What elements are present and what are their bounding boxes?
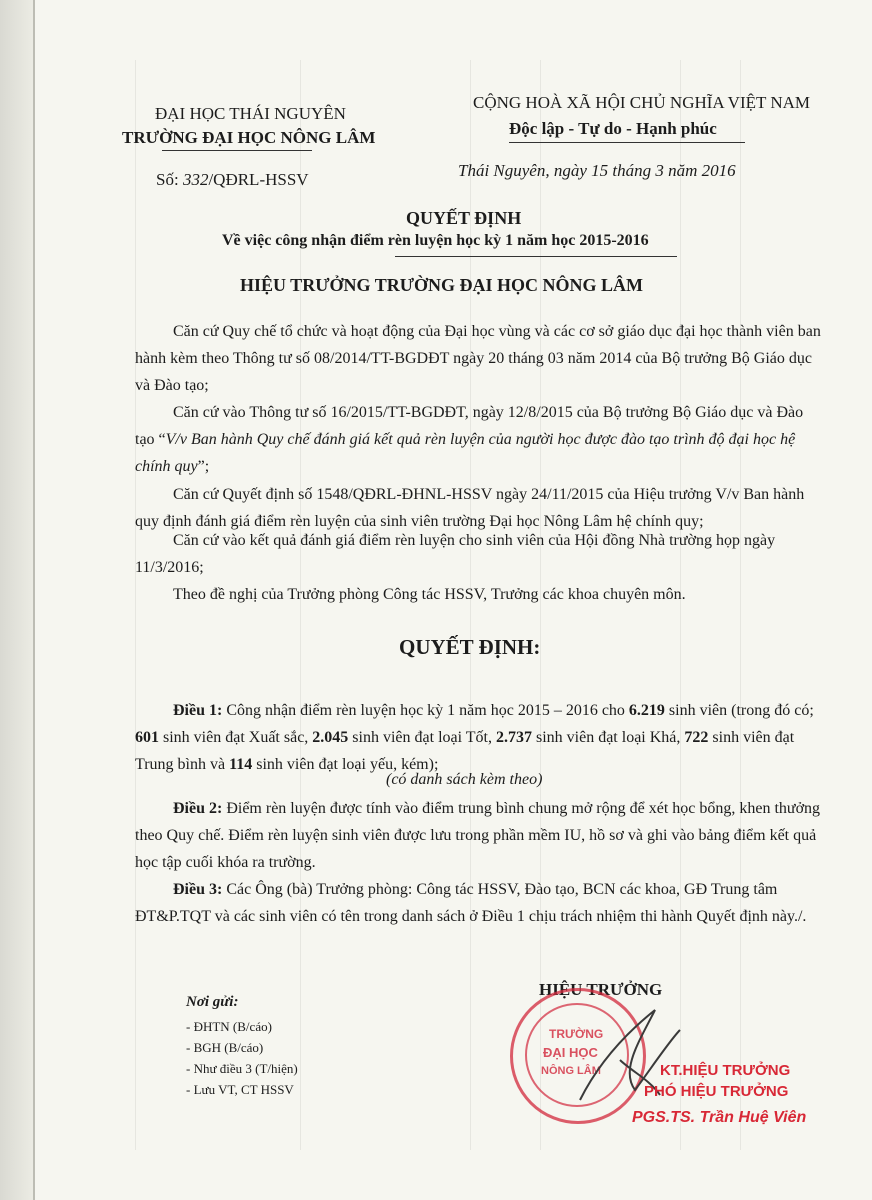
recipient-item: - ĐHTN (B/cáo) (186, 1019, 272, 1034)
document-title: QUYẾT ĐỊNH (406, 208, 522, 228)
deputy-line-1: KT.HIỆU TRƯỞNG (660, 1062, 791, 1079)
article-1-label: Điều 1: (173, 702, 223, 719)
issuing-authority: HIỆU TRƯỞNG TRƯỜNG ĐẠI HỌC NÔNG LÂM (240, 275, 644, 295)
org-underline (162, 150, 312, 151)
recipients-list (186, 1016, 298, 1100)
signer-name: PGS.TS. Trần Huệ Viên (632, 1109, 807, 1126)
document-subtitle: Về việc công nhận điểm rèn luyện học kỳ 1 năm học 2015-2016 (222, 232, 649, 249)
recipient-item: - Như điều 3 (T/hiện) (186, 1061, 298, 1076)
decision-heading: QUYẾT ĐỊNH: (399, 635, 541, 659)
article-1: Điều 1: Công nhận điểm rèn luyện học kỳ 1 năm học 2015 – 2016 cho 6.219 sinh viên (trong đó có; 601 sinh viên đạt Xuất sắc, 2.045 sinh viên đạt loại Tốt, 2.737 sinh viên đạt loại Khá, 722 sinh viên đạt Trung bình và 114 sinh viên đạt loại yếu, kém); (135, 702, 814, 773)
deputy-line-2: PHÓ HIỆU TRƯỞNG (644, 1083, 789, 1100)
paper-edge-line (33, 0, 35, 1200)
ground-paragraph-2: Căn cứ vào Thông tư số 16/2015/TT-BGDĐT, ngày 12/8/2015 của Bộ trưởng Bộ Giáo dục và Đào tạo “V/v Ban hành Quy chế đánh giá kết quả rèn luyện của người học được đào tạo trình độ đại học hệ chính quy”; (135, 404, 804, 475)
ground-paragraph-4: Căn cứ vào kết quả đánh giá điểm rèn luyện cho sinh viên của Hội đồng Nhà trường họp ngày 11/3/2016; (135, 532, 776, 576)
ground-paragraph-3: Căn cứ Quyết định số 1548/QĐRL-ĐHNL-HSSV ngày 24/11/2015 của Hiệu trưởng V/v Ban hành quy định đánh giá điểm rèn luyện của sinh viên trường Đại học Nông Lâm hệ chính quy; (135, 486, 805, 530)
recipient-item: - Lưu VT, CT HSSV (186, 1082, 294, 1097)
decision-number: Số: 332/QĐRL-HSSV (156, 170, 309, 189)
org-name: TRƯỜNG ĐẠI HỌC NÔNG LÂM (122, 128, 376, 147)
official-seal: TRƯỜNG ĐẠI HỌC NÔNG LÂM (510, 988, 646, 1124)
article-2-label: Điều 2: (173, 800, 223, 817)
motto-underline (509, 142, 745, 143)
nation-title: CỘNG HOÀ XÃ HỘI CHỦ NGHĨA VIỆT NAM (473, 93, 811, 112)
article-2: Điều 2: Điểm rèn luyện được tính vào điểm trung bình chung mở rộng để xét học bổng, khen thưởng theo Quy chế. Điểm rèn luyện sinh viên được lưu trong phần mềm IU, hồ sơ và ghi vào bảng điểm kết quả học tập cuối khóa ra trường. (135, 800, 821, 871)
article-3-label: Điều 3: (173, 881, 223, 898)
ground-paragraph-5: Theo đề nghị của Trưởng phòng Công tác HSSV, Trưởng các khoa chuyên môn. (173, 586, 686, 603)
handwritten-number: 332 (182, 170, 209, 189)
signature-title: HIỆU TRƯỞNG (539, 980, 663, 999)
nation-motto: Độc lập - Tự do - Hạnh phúc (509, 119, 717, 138)
org-parent: ĐẠI HỌC THÁI NGUYÊN (155, 104, 346, 123)
recipient-item: - BGH (B/cáo) (186, 1040, 264, 1055)
subtitle-underline (395, 256, 677, 257)
recipients-heading: Nơi gửi: (186, 994, 239, 1010)
paper-edge (0, 0, 34, 1200)
article-1-note: (có danh sách kèm theo) (386, 771, 543, 788)
decision-date: Thái Nguyên, ngày 15 tháng 3 năm 2016 (458, 161, 736, 180)
ground-paragraph-1: Căn cứ Quy chế tổ chức và hoạt động của Đại học vùng và các cơ sở giáo dục đại học thành viên ban hành kèm theo Thông tư số 08/2014/TT-BGDĐT ngày 20 tháng 03 năm 2014 của Bộ trưởng Bộ Giáo dục và Đào tạo; (135, 323, 821, 394)
article-3: Điều 3: Các Ông (bà) Trưởng phòng: Công tác HSSV, Đào tạo, BCN các khoa, GĐ Trung tâm ĐT&P.TQT và các sinh viên có tên trong danh sách ở Điều 1 chịu trách nhiệm thi hành Quyết định này./. (135, 881, 807, 925)
